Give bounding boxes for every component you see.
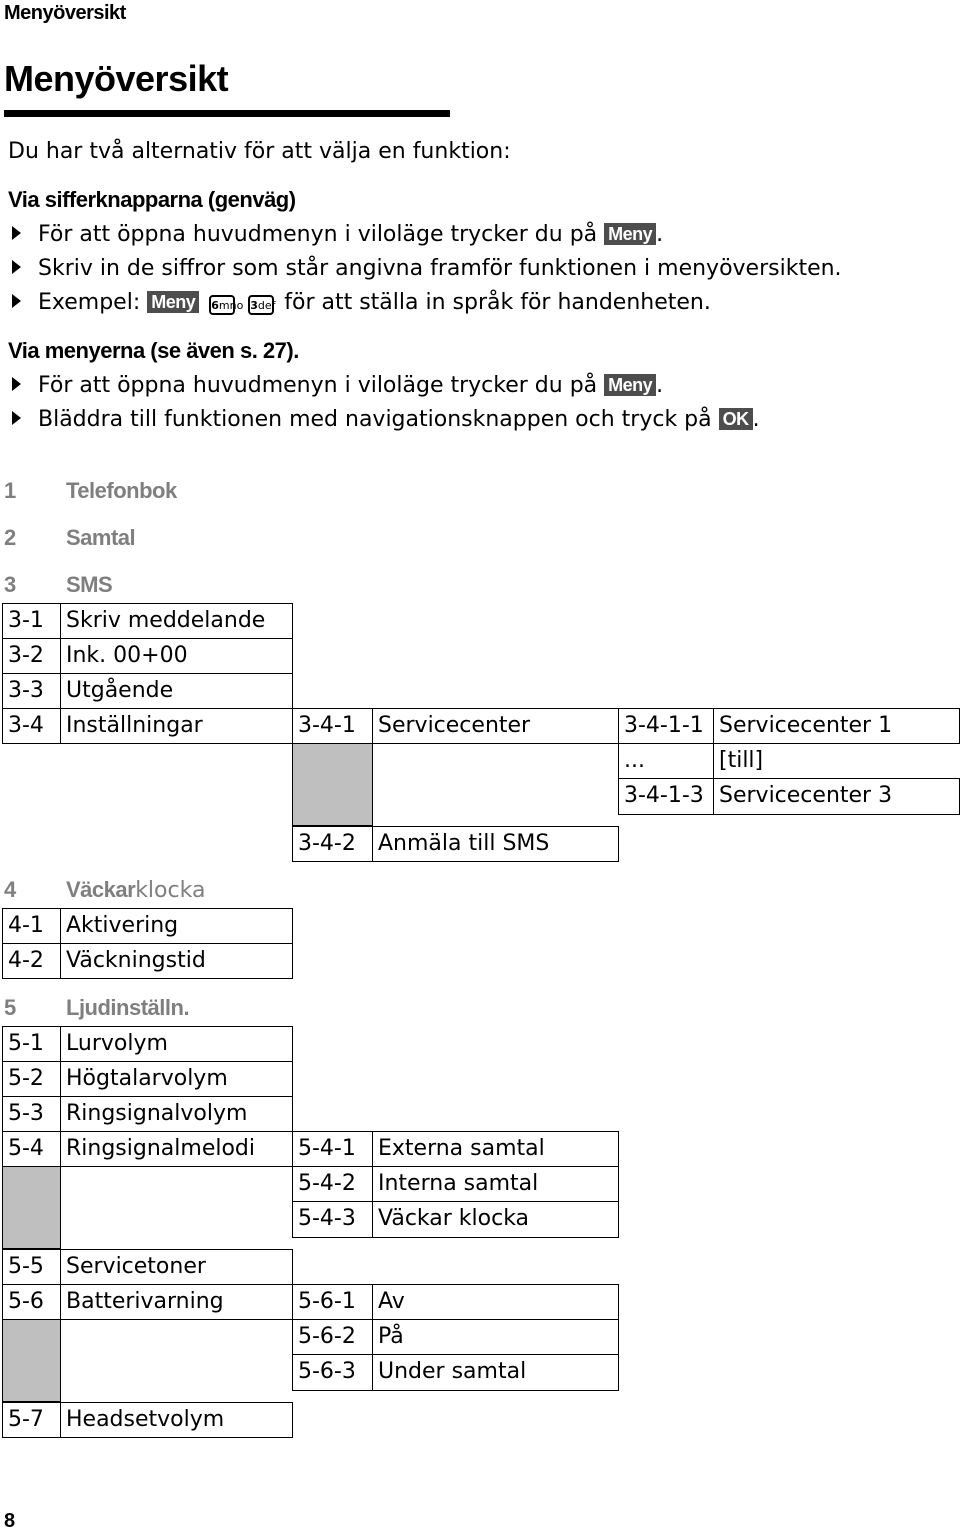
table-cell-label: På [372,1319,619,1355]
table-cell-num: 3-4-1 [292,708,373,744]
digit-6-key-icon: 6mno [209,295,235,315]
menu-4-number: 4 [4,877,16,902]
section1-item-1: För att öppna huvudmenyn i viloläge trycker du på Meny . [8,222,663,248]
section2-heading: Via menyerna (se även s. 27). [8,338,299,363]
table-cell-label: Servicecenter 1 [713,708,960,744]
title-rule [4,110,450,117]
intro-text: Du har två alternativ för att välja en funktion: [8,139,511,164]
table-cell-label: Av [372,1284,619,1320]
meny-key: Meny [604,223,656,245]
table-cell-num: 3-4-2 [292,826,373,862]
table-cell-num: 3-2 [2,638,61,674]
menu-4-title: Väckarklocka [66,877,206,903]
table-cell-num: 5-4 [2,1131,61,1167]
table-cell-label: Utgående [60,673,293,709]
menu-1-number: 1 [4,478,16,503]
table-cell-num: 3-4 [2,708,61,744]
table-cell-label: Ink. 00+00 [60,638,293,674]
table-cell-num: 5-4-2 [292,1166,373,1202]
table-cell-label: Servicecenter 3 [713,778,960,815]
table-cell-label: Högtalarvolym [60,1061,293,1097]
table-cell-label: Väckningstid [60,943,293,979]
table-cell-num: 3-1 [2,603,61,639]
meny-key: Meny [147,291,199,313]
menu-2-title: Samtal [66,525,136,550]
ok-key: OK [719,408,753,430]
table-cell-label: [till] [713,743,960,779]
bullet-arrow-icon [12,294,21,308]
table-cell-num: ... [618,743,714,779]
table-cell-num: 5-6 [2,1284,61,1320]
table-cell-num: 5-1 [2,1026,61,1062]
meny-key: Meny [604,374,656,396]
table-cell-label: Anmäla till SMS [372,826,619,862]
menu-2-number: 2 [4,525,16,550]
table-cell-label: Servicecenter [372,708,619,744]
digit-3-key-icon: 3def [248,295,274,315]
table-cell-label: Interna samtal [372,1166,619,1202]
menu-5-title: Ljudinställn. [66,995,190,1020]
table-cell-num: 5-4-3 [292,1201,373,1238]
page-number: 8 [4,1510,15,1532]
table-cell-label: Batterivarning [60,1284,293,1320]
menu-5-number: 5 [4,995,16,1020]
table-cell-label: Väckar klocka [372,1201,619,1238]
bullet-arrow-icon [12,377,21,391]
table-cell-label: Lurvolym [60,1026,293,1062]
menu-3-number: 3 [4,572,16,597]
section1-heading: Via sifferknapparna (genväg) [8,187,296,212]
bullet-arrow-icon [12,260,21,274]
table-cell-label: Inställningar [60,708,293,744]
table-cell-num: 5-5 [2,1249,61,1285]
bullet-arrow-icon [12,226,21,240]
table-cell-label: Aktivering [60,908,293,944]
table-cell-label: Servicetoner [60,1249,293,1285]
table-cell-num: 4-2 [2,943,61,979]
table-cell-num: 3-3 [2,673,61,709]
table-cell-num: 5-2 [2,1061,61,1097]
gray-spacer [2,1166,61,1249]
section1-item-2: Skriv in de siffror som står angivna framför funktionen i menyöversikten. [8,256,842,282]
running-header: Menyöversikt [4,2,126,24]
table-cell-num: 5-4-1 [292,1131,373,1167]
gray-spacer [292,743,373,826]
table-cell-num: 5-6-1 [292,1284,373,1320]
section1-item-3: Exempel: Meny 6mno 3def för att ställa in språk för handenheten. [8,290,711,316]
table-cell-label: Ringsignalmelodi [60,1131,293,1167]
bullet-arrow-icon [12,411,21,425]
table-cell-num: 5-6-3 [292,1354,373,1391]
table-cell-label: Under samtal [372,1354,619,1391]
table-cell-num: 5-7 [2,1402,61,1438]
table-cell-label: Headsetvolym [60,1402,293,1438]
menu-3-title: SMS [66,572,113,597]
table-cell-label: Skriv meddelande [60,603,293,639]
table-cell-num: 5-3 [2,1096,61,1132]
table-cell-num: 5-6-2 [292,1319,373,1355]
table-cell-num: 3-4-1-1 [618,708,714,744]
table-cell-label: Ringsignalvolym [60,1096,293,1132]
page-title: Menyöversikt [4,58,229,99]
table-cell-num: 3-4-1-3 [618,778,714,815]
table-cell-num: 4-1 [2,908,61,944]
section2-item-1: För att öppna huvudmenyn i viloläge trycker du på Meny . [8,373,663,399]
section2-item-2: Bläddra till funktionen med navigationsknappen och tryck på OK . [8,407,760,433]
table-cell-label: Externa samtal [372,1131,619,1167]
menu-1-title: Telefonbok [66,478,177,503]
gray-spacer [2,1319,61,1402]
